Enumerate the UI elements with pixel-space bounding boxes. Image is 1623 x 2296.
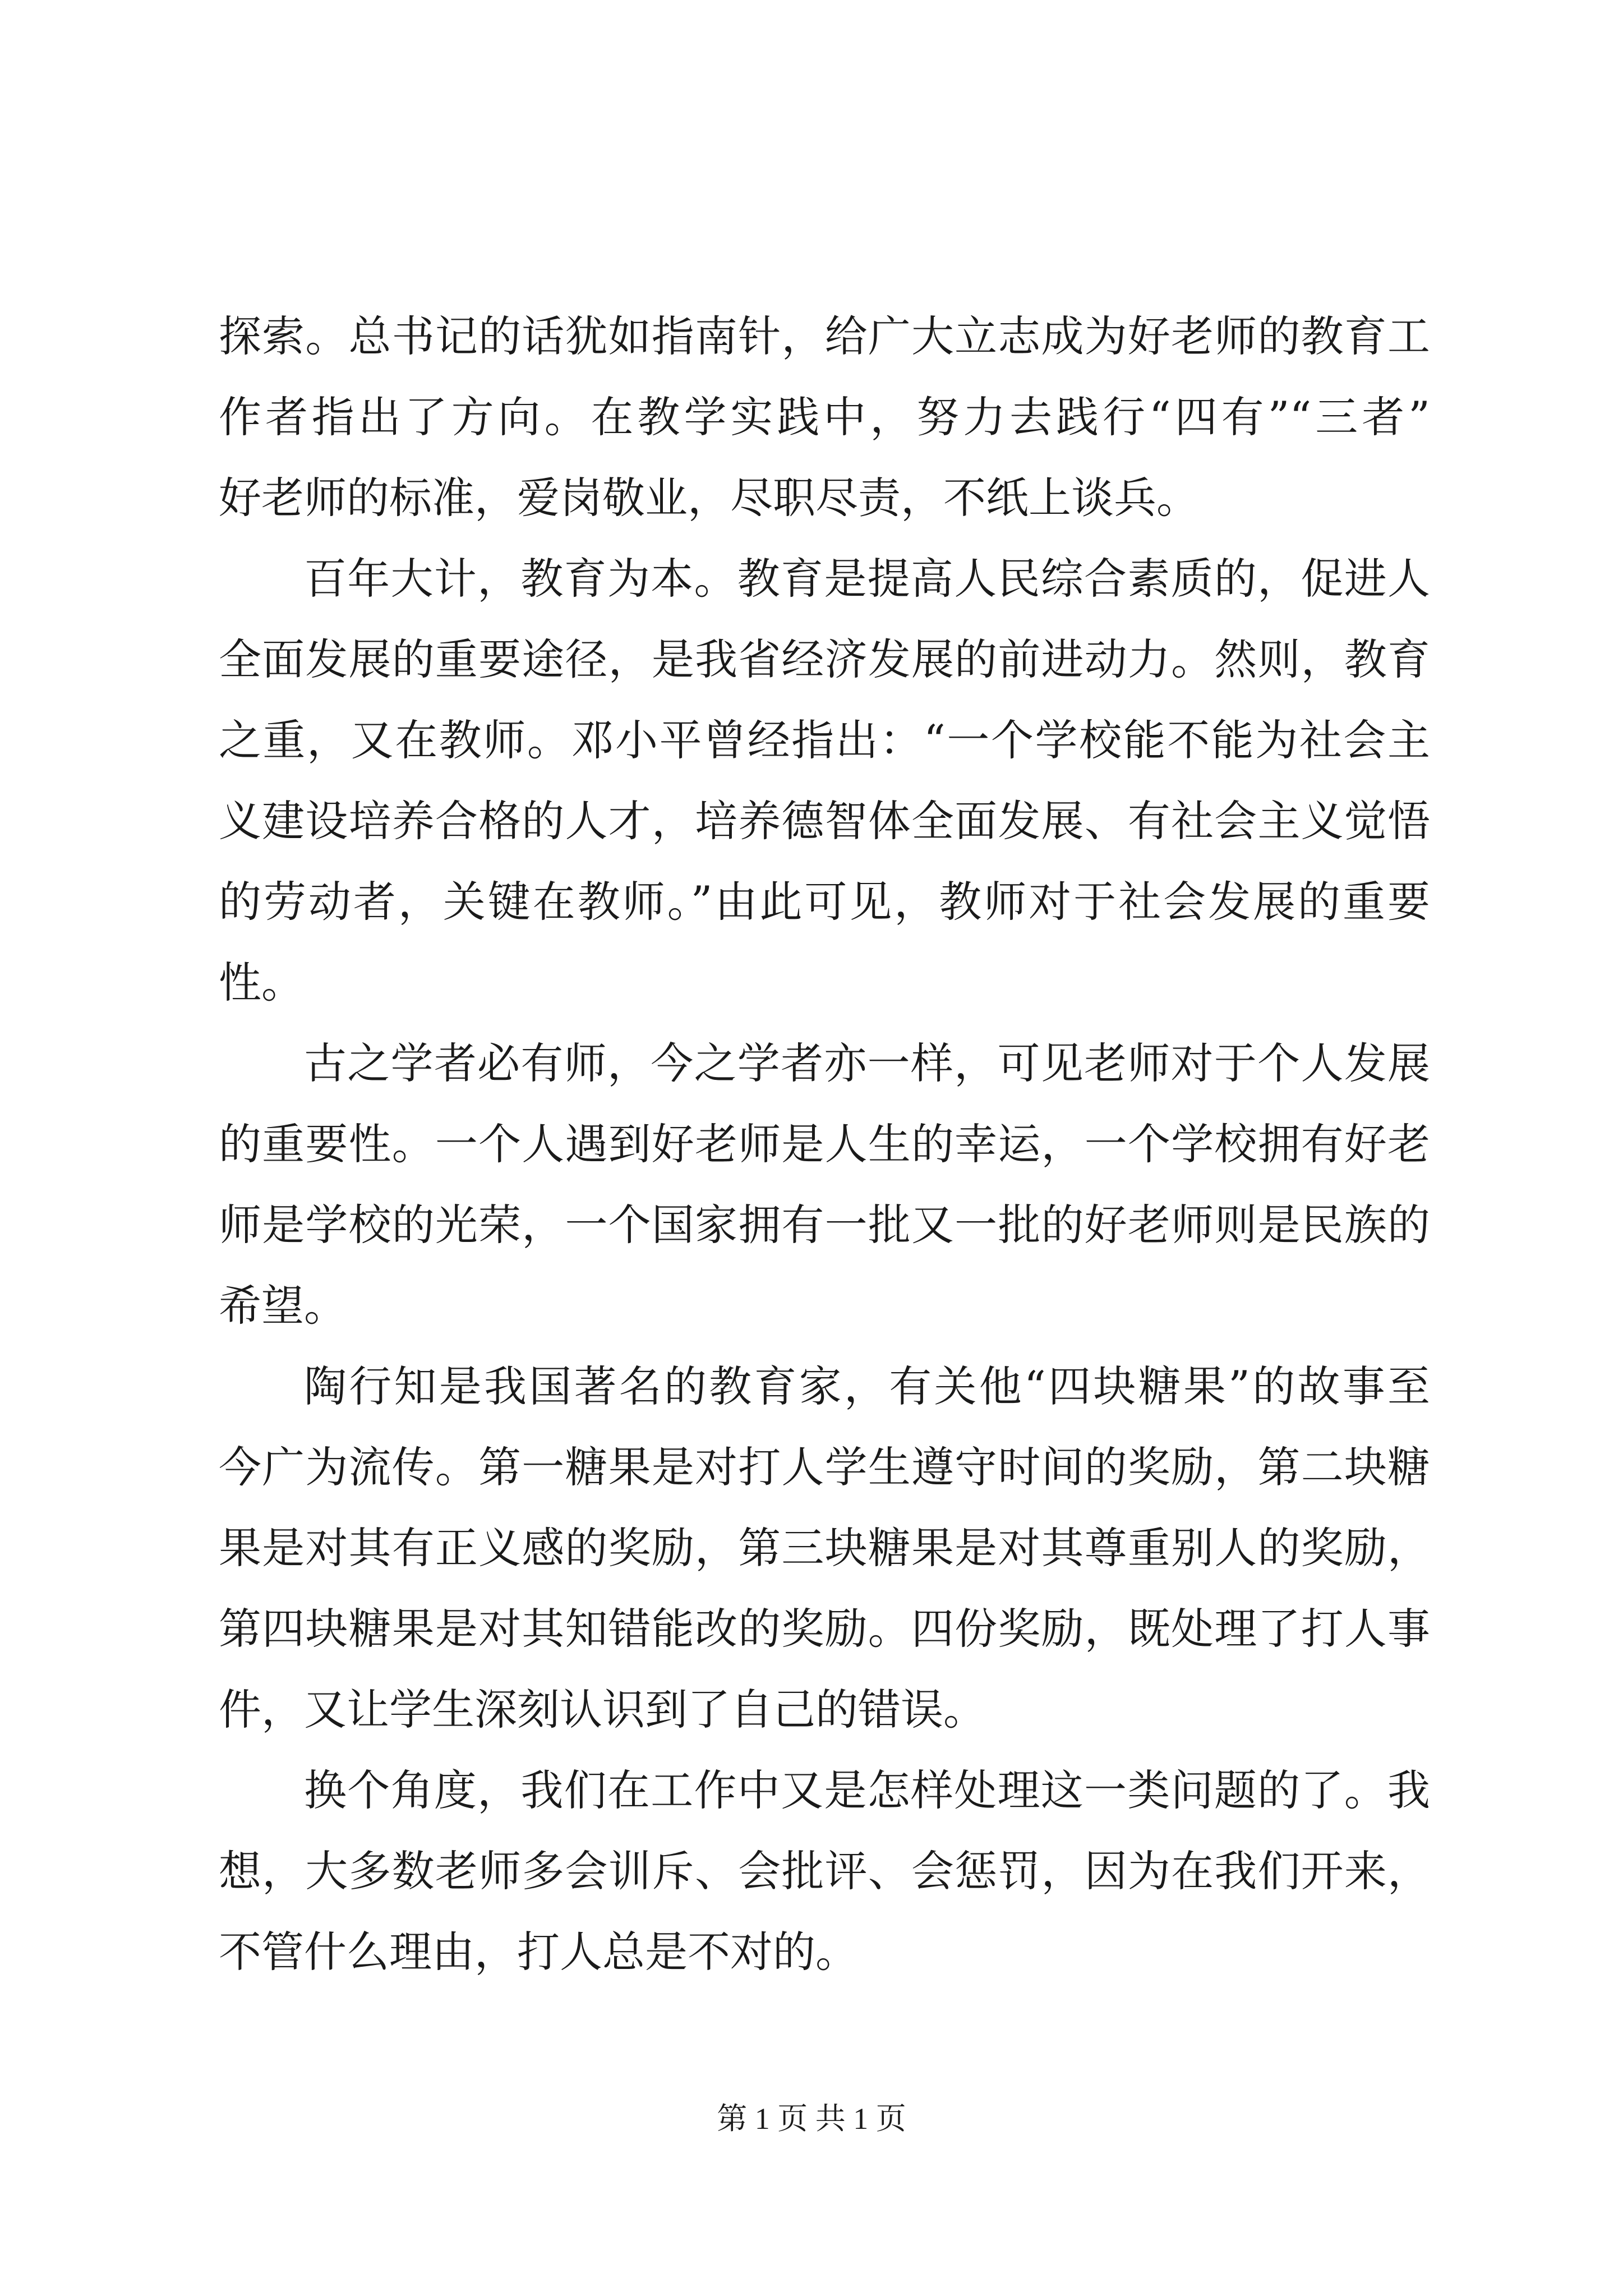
paragraph-line: 古之学者必有师，今之学者亦一样，可见老师对于个人发展 [304, 1038, 1430, 1088]
paragraph-line: 今广为流传。第一糖果是对打人学生遵守时间的奖励，第二块糖 [219, 1442, 1430, 1492]
paragraph-line: 百年大计，教育为本。教育是提高人民综合素质的，促进人 [304, 554, 1430, 604]
paragraph [219, 296, 1430, 539]
paragraph-line: 换个角度，我们在工作中又是怎样处理这一类问题的了。我 [304, 1765, 1430, 1815]
paragraph-line: 不管什么理由，打人总是不对的。 [219, 1927, 858, 1977]
paragraph [219, 539, 1430, 1023]
paragraph-line: 的劳动者，关键在教师。”由此可见，教师对于社会发展的重要 [219, 877, 1430, 927]
paragraph [219, 1750, 1430, 1993]
paragraph-line: 好老师的标准，爱岗敬业，尽职尽责，不纸上谈兵。 [219, 473, 1199, 523]
paragraph [219, 1023, 1430, 1346]
paragraph-line: 作者指出了方向。在教学实践中，努力去践行“四有”“三者” [219, 392, 1430, 442]
paragraph-line: 陶行知是我国著名的教育家，有关他“四块糖果”的故事至 [304, 1361, 1430, 1411]
paragraph [219, 1346, 1430, 1750]
document-body [219, 296, 1430, 1993]
paragraph-line: 件，又让学生深刻认识到了自己的错误。 [219, 1685, 986, 1734]
paragraph-line: 探索。总书记的话犹如指南针，给广大立志成为好老师的教育工 [219, 311, 1430, 361]
paragraph-line: 义建设培养合格的人才，培养德智体全面发展、有社会主义觉悟 [219, 796, 1430, 846]
paragraph-line: 果是对其有正义感的奖励，第三块糖果是对其尊重别人的奖励， [219, 1523, 1430, 1573]
paragraph-line: 性。 [219, 958, 304, 1007]
paragraph-line: 全面发展的重要途径，是我省经济发展的前进动力。然则，教育 [219, 634, 1430, 684]
paragraph-line: 之重，又在教师。邓小平曾经指出：“一个学校能不能为社会主 [219, 715, 1430, 765]
paragraph-line: 第四块糖果是对其知错能改的奖励。四份奖励，既处理了打人事 [219, 1604, 1430, 1654]
paragraph-line: 希望。 [219, 1281, 347, 1331]
page-footer: 第 1 页 共 1 页 [717, 2102, 906, 2136]
paragraph-line: 想，大多数老师多会训斥、会批评、会惩罚，因为在我们开来， [219, 1846, 1430, 1896]
paragraph-line: 师是学校的光荣，一个国家拥有一批又一批的好老师则是民族的 [219, 1200, 1430, 1250]
paragraph-line: 的重要性。一个人遇到好老师是人生的幸运，一个学校拥有好老 [219, 1119, 1430, 1169]
